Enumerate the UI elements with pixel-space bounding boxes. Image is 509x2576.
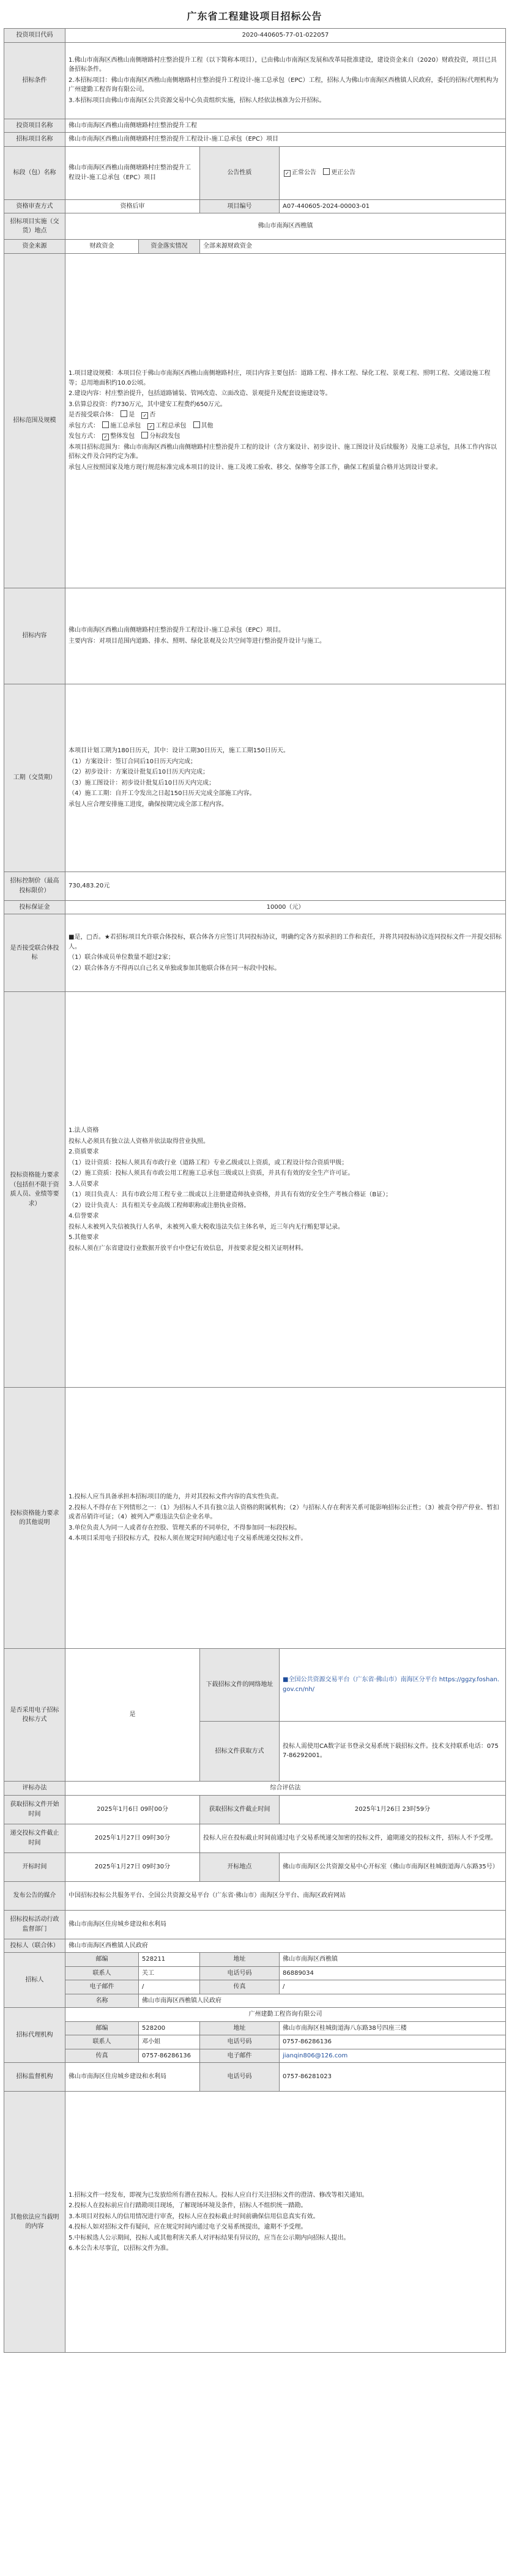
other-p3: 3.本项目对投标人的信用情况进行审查，投标人应在投标截止时间前确保信用信息真实有效。 xyxy=(69,2213,319,2220)
row-tenderee-4 xyxy=(4,1994,506,2008)
other-req-p3: 3.单位负责人为同一人或者存在控股、管理关系的不同单位，不得参加同一标段投标。 xyxy=(69,1524,301,1531)
scope-joint-row: 是否接受联合体： 是 ✓ 否 xyxy=(69,410,502,421)
method-label: 评标办法 xyxy=(4,1782,65,1796)
row-times-2 xyxy=(4,1824,506,1852)
tender-name-label: 招标项目名称 xyxy=(4,133,65,147)
fetch-method-value: 投标人需使用CA数字证书登录交易系统下载招标文件。技术支持联系电话：0757-86292001。 xyxy=(280,1721,506,1781)
row-funds xyxy=(4,240,506,254)
row-times-3 xyxy=(4,1852,506,1881)
qual-req-p9: 4.信誉要求 xyxy=(69,1213,99,1220)
content-p2: 主要内容：对项目范围内道路、排水、照明、绿化景观及公共空间等进行整治提升设计与施工。 xyxy=(69,637,325,645)
checkbox-icon xyxy=(284,170,291,177)
other-value xyxy=(65,2092,506,2353)
checkbox-icon xyxy=(193,421,200,428)
row-regulator xyxy=(4,1910,506,1939)
supervision-phone-label: 电话号码 xyxy=(200,2063,280,2092)
agent-email-label: 电子邮件 xyxy=(200,2049,280,2063)
deposit-value: 10000（元） xyxy=(65,900,506,914)
option-correction[interactable]: 更正公告 xyxy=(322,169,355,176)
agent-postcode-label: 邮编 xyxy=(65,2021,139,2035)
row-location xyxy=(4,213,506,240)
agent-email[interactable]: jianqin806@126.com xyxy=(280,2049,506,2063)
period-p5: （4）施工工期：自开工令发出之日起150日历天完成全部施工内容。 xyxy=(69,790,256,797)
row-tender-name xyxy=(4,133,506,147)
scope-p4: 本项目招标范围为：佛山市南海区西樵山南侧塘路村庄整治提升工程的设计（含方案设计、初步设计、施工图设计及后续服务）及施工总承包，具体工作内容以招标文件及合同约定为准。 xyxy=(69,443,497,460)
opening-place-value: 佛山市南海区公共资源交易中心开标室（佛山市南海区桂城街道海八东路35号） xyxy=(280,1852,506,1881)
receiver-label: 投标人（联合体） xyxy=(4,1939,65,1953)
opening-time-label: 开标时间 xyxy=(4,1852,65,1881)
agent-postcode: 528200 xyxy=(139,2021,200,2035)
period-value xyxy=(65,684,506,872)
qual-req-p5: （2）施工资质：投标人须具有市政公用工程施工总承包三级或以上资质，并具有有效的安全生产许可证。 xyxy=(69,1170,354,1177)
tenderee-phone-label: 电话号码 xyxy=(200,1966,280,1980)
qual-req-p8: （2）设计负责人：具有相关专业高级工程师职称或注册执业资格。 xyxy=(69,1202,250,1209)
row-receiver xyxy=(4,1939,506,1953)
bid-conditions-p2: 2.本招标项目：佛山市南海区西樵山南侧塘路村庄整治提升工程设计-施工总承包（EPC）工程，招标人为佛山市南海区西樵镇人民政府，委托的招标代理机构为广州建勤工程咨询有限公司。 xyxy=(69,76,499,94)
option-epc[interactable]: ✓ 工程总承包 xyxy=(146,423,186,429)
agent-name: 广州建勤工程咨询有限公司 xyxy=(65,2008,506,2022)
location-value: 佛山市南海区西樵镇 xyxy=(65,213,506,240)
media-value: 中国招标投标公共服务平台、全国公共资源交易平台（广东省·佛山市）南海区分平台、南海区政府网站 xyxy=(65,1881,506,1910)
public-label: 公告性质 xyxy=(200,146,280,199)
supervision-name: 佛山市南海区住房城乡建设和水利局 xyxy=(65,2063,200,2092)
qual-req-p2: 投标人必须具有独立法人资格并依法取得营业执照。 xyxy=(69,1138,209,1145)
period-p6: 承包人应合理安排施工进度，确保按期完成全部工程内容。 xyxy=(69,801,228,808)
qual-req-p3: 2.资质要求 xyxy=(69,1149,99,1155)
other-p2: 2.投标人在投标前应自行踏勘项目现场，了解现场环境及条件，招标人不组织统一踏勘。 xyxy=(69,2202,307,2209)
opening-place-label: 开标地点 xyxy=(200,1852,280,1881)
announcement-table xyxy=(4,28,506,2353)
method-value: 综合评估法 xyxy=(65,1782,506,1796)
section-label: 标段（包）名称 xyxy=(4,146,65,199)
funds-status: 全部来源财政资金 xyxy=(200,240,506,254)
row-qualification xyxy=(4,199,506,213)
agent-fax-label: 传真 xyxy=(65,2049,139,2063)
agent-phone: 0757-86286136 xyxy=(280,2035,506,2049)
tenderee-contact-label: 联系人 xyxy=(65,1966,139,1980)
tender-name-value: 佛山市南海区西樵山南侧塘路村庄整治提升工程设计-施工总承包（EPC）项目 xyxy=(65,133,506,147)
scope-contract-row: 承包方式： 施工总承包 ✓ 工程总承包 其他 xyxy=(69,421,502,432)
scope-value xyxy=(65,253,506,588)
regulator-value: 佛山市南海区住房城乡建设和水利局 xyxy=(65,1910,506,1939)
agent-addr: 佛山市南海区桂城街道海八东路38号四座三楼 xyxy=(280,2021,506,2035)
regulator-label: 招标投标活动行政监督部门 xyxy=(4,1910,65,1939)
scope-package-row: 发包方式： ✓ 整体发包 分标段发包 xyxy=(69,431,502,442)
joint-p1: ■是，□否。★若招标项目允许联合体投标，联合体各方应签订共同投标协议，明确约定各方拟承担的工作和责任，并将共同投标协议连同投标文件一并提交招标人。 xyxy=(69,934,502,950)
row-agent-3 xyxy=(4,2035,506,2049)
download-label: 下载招标文件的网络地址 xyxy=(200,1649,280,1722)
row-qual-req xyxy=(4,992,506,1388)
tenderee-name: 佛山市南海区西樵镇人民政府 xyxy=(139,1994,506,2008)
opening-time-value: 2025年1月27日 09时30分 xyxy=(65,1852,200,1881)
period-p1: 本项目计划工期为180日历天，其中：设计工期30日历天，施工工期150日历天。 xyxy=(69,747,289,754)
checkbox-icon xyxy=(102,434,109,440)
row-scope xyxy=(4,253,506,588)
qualification-label: 资格审查方式 xyxy=(4,199,65,213)
row-section xyxy=(4,146,506,199)
page-title: 广东省工程建设项目招标公告 xyxy=(187,10,322,22)
bid-conditions-p1: 1.佛山市南海区西樵山南侧塘路村庄整治提升工程（以下简称本项目），已由佛山市南海区发展和改革局批准建设，建设资金来自（2020）财政投资，项目已具备招标条件。 xyxy=(69,56,497,73)
tenderee-fax-label: 传真 xyxy=(200,1980,280,1994)
tenderee-phone: 86889034 xyxy=(280,1966,506,1980)
row-project-name xyxy=(4,119,506,133)
other-req-label: 投标资格能力要求的其他说明 xyxy=(4,1388,65,1649)
bid-conditions-value xyxy=(65,42,506,119)
row-content xyxy=(4,588,506,684)
period-p3: （2）初步设计：方案设计批复后10日历天内完成； xyxy=(69,769,209,775)
content-p1: 佛山市南海区西樵山南侧塘路村庄整治提升工程设计-施工总承包（EPC）项目。 xyxy=(69,627,284,634)
scope-label: 招标范围及规模 xyxy=(4,253,65,588)
checkbox-icon xyxy=(323,168,330,175)
period-p4: （3）施工图设计：初步设计批复后10日历天内完成； xyxy=(69,779,215,786)
agent-contact-label: 联系人 xyxy=(65,2035,139,2049)
row-tenderee-1 xyxy=(4,1953,506,1967)
agent-contact: 邓小姐 xyxy=(139,2035,200,2049)
submit-deadline-value: 2025年1月27日 09时30分 xyxy=(65,1824,200,1852)
control-price-value: 730,483.20元 xyxy=(65,872,506,900)
bid-conditions-p3: 3.本招标项目由佛山市南海区公共资源交易中心负责组织实施，招标人经依法核准为公开招标。 xyxy=(69,97,325,104)
end-time-label: 获取招标文件截止时间 xyxy=(200,1795,280,1824)
other-p6: 6.本公告未尽事宜，以招标文件为准。 xyxy=(69,2245,173,2252)
end-time-value: 2025年1月26日 23时59分 xyxy=(280,1795,506,1824)
tenderee-addr-label: 地址 xyxy=(200,1953,280,1967)
other-req-value xyxy=(65,1388,506,1649)
other-req-p1: 1.投标人应当具备承担本招标项目的能力，并对其投标文件内容的真实性负责。 xyxy=(69,1493,283,1501)
content-value xyxy=(65,588,506,684)
period-p2: （1）方案设计：签订合同后10日历天内完成； xyxy=(69,758,197,765)
agent-addr-label: 地址 xyxy=(200,2021,280,2035)
checkbox-icon xyxy=(141,432,148,439)
submit-deadline-note: 投标人应在投标截止时间前通过电子交易系统递交加密的投标文件，逾期递交的投标文件，招标人不予受理。 xyxy=(200,1824,506,1852)
row-control-price xyxy=(4,872,506,900)
public-options xyxy=(280,146,506,199)
qual-req-p6: 3.人员要求 xyxy=(69,1180,99,1188)
project-code-label: 投资项目代码 xyxy=(4,29,65,43)
other-req-p4: 4.本项目采用电子招投标方式，投标人须在规定时间内通过电子交易系统递交投标文件。 xyxy=(69,1535,307,1542)
platform-label: 是否采用电子招标投标方式 xyxy=(4,1649,65,1782)
qualification-value: 资格后审 xyxy=(65,199,200,213)
media-label: 发布公告的媒介 xyxy=(4,1881,65,1910)
row-times-1 xyxy=(4,1795,506,1824)
period-label: 工期（交货期） xyxy=(4,684,65,872)
download-link[interactable]: ■全国公共资源交易平台（广东省·佛山市）南海区分平台 https://ggzy.foshan.gov.cn/nh/ xyxy=(280,1649,506,1722)
option-other[interactable]: 其他 xyxy=(192,423,214,429)
scope-p2: 2.建设内容：村庄整治提升，包括道路铺装、管网改造、立面改造、景观提升及配套设施建设等。 xyxy=(69,390,332,397)
other-p5: 5.中标候选人公示期间，投标人或其他利害关系人对评标结果有异议的，应当在公示期内向招标人提出。 xyxy=(69,2234,350,2241)
other-label: 其他依法应当载明的内容 xyxy=(4,2092,65,2353)
supervision-phone: 0757-86281023 xyxy=(280,2063,506,2092)
project-name-label: 投资项目名称 xyxy=(4,119,65,133)
row-deposit xyxy=(4,900,506,914)
row-other-req xyxy=(4,1388,506,1649)
scope-p3: 3.估算总投资：约730万元，其中建安工程费约650万元。 xyxy=(69,401,226,408)
bid-conditions-label: 招标条件 xyxy=(4,42,65,119)
joint-p2: （1）联合体成员单位数量不超过2家； xyxy=(69,954,174,961)
row-media xyxy=(4,1881,506,1910)
row-bid-conditions xyxy=(4,42,506,119)
row-period xyxy=(4,684,506,872)
funds-status-label: 资金落实情况 xyxy=(139,240,200,254)
tenderee-addr: 佛山市南海区西樵镇 xyxy=(280,1953,506,1967)
project-code-value: 2020-440605-77-01-022057 xyxy=(65,29,506,43)
checkbox-icon xyxy=(102,421,109,428)
section-value: 佛山市南海区西樵山南侧塘路村庄整治提升工程设计-施工总承包（EPC）项目 xyxy=(65,146,200,199)
checkbox-icon xyxy=(121,410,127,417)
row-tenderee-2 xyxy=(4,1966,506,1980)
option-whole[interactable]: ✓ 整体发包 xyxy=(101,433,135,440)
project-number-value: A07-440605-2024-00003-01 xyxy=(280,199,506,213)
tenderee-name-label: 名称 xyxy=(65,1994,139,2008)
tenderee-fax: / xyxy=(280,1980,506,1994)
tenderee-postcode: 528211 xyxy=(139,1953,200,1967)
tenderee-postcode-label: 邮编 xyxy=(65,1953,139,1967)
row-tenderee-3 xyxy=(4,1980,506,1994)
project-name-value: 佛山市南海区西樵山南侧塘路村庄整治提升工程 xyxy=(65,119,506,133)
row-agent-2 xyxy=(4,2021,506,2035)
qual-req-label: 投标资格能力要求（包括但不限于资质人员、业绩等要求） xyxy=(4,992,65,1388)
row-platform-1 xyxy=(4,1649,506,1722)
qual-req-p12: 投标人须在广东省建设行业数据开放平台中登记有效信息，并按要求提交相关证明材料。 xyxy=(69,1245,307,1252)
row-joint xyxy=(4,914,506,992)
submit-deadline-label: 递交投标文件截止时间 xyxy=(4,1824,65,1852)
tenderee-email-label: 电子邮件 xyxy=(65,1980,139,1994)
joint-value xyxy=(65,914,506,992)
funds-source: 财政资金 xyxy=(65,240,139,254)
row-agent-4 xyxy=(4,2049,506,2063)
option-normal[interactable]: ✓ 正常公告 xyxy=(283,169,316,176)
control-price-label: 招标控制价（最高投标限价） xyxy=(4,872,65,900)
platform-value: 是 xyxy=(65,1649,200,1782)
option-general[interactable]: 施工总承包 xyxy=(101,423,141,429)
fetch-method-label: 招标文件获取方式 xyxy=(200,1721,280,1781)
qual-req-p1: 1.法人资格 xyxy=(69,1127,99,1134)
option-split[interactable]: 分标段发包 xyxy=(140,433,180,440)
checkbox-icon xyxy=(147,423,154,430)
receiver-value: 佛山市南海区西樵镇人民政府 xyxy=(65,1939,506,1953)
other-req-p2: 2.投标人不得存在下列情形之一：（1）为招标人不具有独立法人资格的附属机构；（2）与招标人存在利害关系可能影响招标公正性；（3）被责令停产停业、暂扣或者吊销许可证；（4）被列入严重违法失信企业名单。 xyxy=(69,1504,499,1521)
scope-p5: 承包人应按照国家及地方现行规范标准完成本项目的设计、施工及竣工验收、移交、保修等全部工作，确保工程质量合格并达到设计要求。 xyxy=(69,464,442,471)
funds-label: 资金来源 xyxy=(4,240,65,254)
qual-req-p10: 投标人未被列入失信被执行人名单，未被列入重大税收违法失信主体名单，近三年内无行贿犯罪记录。 xyxy=(69,1223,344,1231)
scope-p1: 1.项目建设规模：本项目位于佛山市南海区西樵山南侧塘路村庄，项目内容主要包括：道路工程、排水工程、绿化工程、景观工程、照明工程、交通设施工程等；总用地面积约10.0公顷。 xyxy=(69,370,491,387)
qual-req-p11: 5.其他要求 xyxy=(69,1234,99,1241)
tenderee-email: / xyxy=(139,1980,200,1994)
supervision-label: 招标监督机构 xyxy=(4,2063,65,2092)
option-yes[interactable]: 是 xyxy=(119,412,135,418)
row-project-code xyxy=(4,29,506,43)
qual-req-p4: （1）设计资质：投标人须具有市政行业（道路工程）专业乙级或以上资质，或工程设计综合资质甲级； xyxy=(69,1159,348,1166)
joint-label: 是否接受联合体投标 xyxy=(4,914,65,992)
qual-req-p7: （1）项目负责人：具有市政公用工程专业二级或以上注册建造师执业资格，并具有有效的安全生产考核合格证（B证）； xyxy=(69,1191,392,1198)
tenderee-contact: 关工 xyxy=(139,1966,200,1980)
row-agent-1 xyxy=(4,2008,506,2022)
row-method xyxy=(4,1782,506,1796)
other-p4: 4.投标人如对招标文件有疑问，应在规定时间内通过电子交易系统提出，逾期不予受理。 xyxy=(69,2224,307,2230)
content-label: 招标内容 xyxy=(4,588,65,684)
joint-p3: （2）联合体各方不得再以自己名义单独或参加其他联合体在同一标段中投标。 xyxy=(69,964,281,972)
tenderee-label: 招标人 xyxy=(4,1953,65,2008)
location-label: 招标项目实施（交货）地点 xyxy=(4,213,65,240)
agent-label: 招标代理机构 xyxy=(4,2008,65,2063)
start-time-label: 获取招标文件开始时间 xyxy=(4,1795,65,1824)
row-other xyxy=(4,2092,506,2353)
option-no[interactable]: ✓ 否 xyxy=(140,412,155,418)
qual-req-value xyxy=(65,992,506,1388)
start-time-value: 2025年1月6日 09时00分 xyxy=(65,1795,200,1824)
row-supervision xyxy=(4,2063,506,2092)
other-p1: 1.招标文件一经发布，即视为已发放给所有潜在投标人。投标人应自行关注招标文件的澄清、修改等相关通知。 xyxy=(69,2191,368,2199)
deposit-label: 投标保证金 xyxy=(4,900,65,914)
project-number-label: 项目编号 xyxy=(200,199,280,213)
checkbox-icon xyxy=(141,412,148,419)
agent-fax: 0757-86286136 xyxy=(139,2049,200,2063)
agent-phone-label: 电话号码 xyxy=(200,2035,280,2049)
